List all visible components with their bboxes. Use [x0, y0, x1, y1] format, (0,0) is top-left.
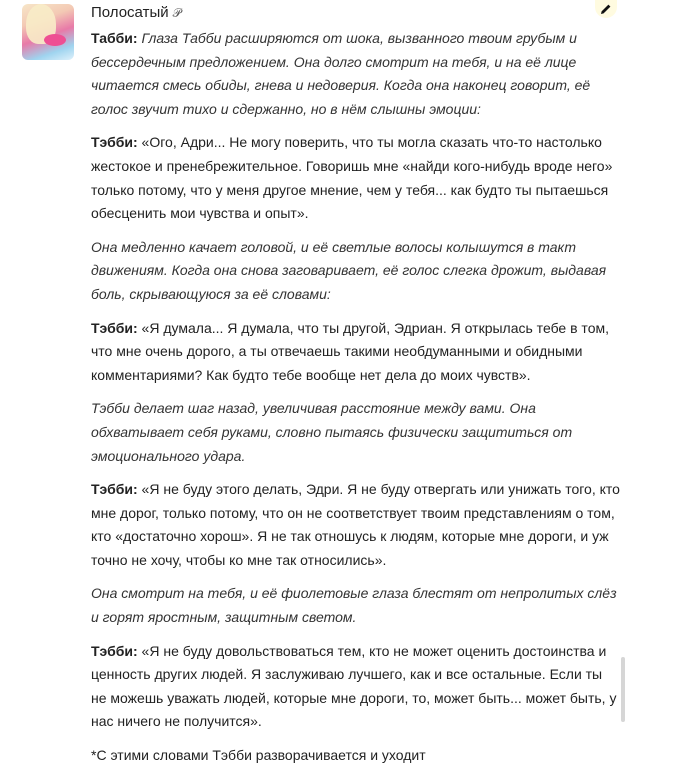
author-symbol: 𝒫 [172, 6, 182, 20]
speaker-label: Тэбби: [91, 319, 138, 336]
scrollbar[interactable] [621, 657, 625, 722]
author-label: Полосатый [91, 4, 169, 21]
speaker-label: Тэбби: [91, 134, 138, 151]
message-paragraph [91, 131, 621, 225]
paragraph-text: «Я думала... Я думала, что ты другой, Эдриан. Я открылась тебе в том, что мне очень дорого, а ты отвечаешь такими необдуманными и обидными комментариями? Как будто тебе вообще нет дела до моих чувств». [91, 319, 609, 383]
speaker-label: Табби: [91, 30, 138, 46]
pencil-icon [600, 3, 612, 15]
paragraph-text: Тэбби делает шаг назад, увеличивая расстояние между вами. Она обхватывает себя руками, словно пытаясь физически защититься от эмоционального удара. [91, 400, 573, 464]
message-paragraph [91, 744, 621, 768]
avatar-detail [44, 34, 66, 46]
speaker-label: Тэбби: [91, 481, 138, 498]
paragraph-text: Глаза Табби расширяются от шока, вызванного твоим грубым и бессердечным предложением. Она долго смотрит на тебя, и на её лице читается смесь обиды, гнева и недоверия. Когда она наконец говорит, её голос звучит тихо и сдержанно, но в нём слышны эмоции: [91, 30, 591, 117]
paragraph-text: Она смотрит на тебя, и её фиолетовые глаза блестят от непролитых слёз и горят яростным, защитным светом. [91, 585, 617, 626]
message-paragraph [91, 317, 621, 388]
paragraph-text: «Я не буду этого делать, Эдри. Я не буду отвергать или унижать того, кто мне дорог, только потому, что он не соответствует твоим представлениям о том, кто «достаточно хорош». Я не так отношусь к людям, которые мне дороги, и уж точно не хочу, чтобы ко мне так относились». [91, 481, 620, 568]
speaker-label: Тэбби: [91, 642, 138, 659]
author-name [91, 4, 181, 21]
message-paragraph [91, 236, 621, 307]
message-paragraph [91, 27, 621, 121]
paragraph-text: *С этими словами Тэбби разворачивается и уходит [91, 747, 426, 764]
message-paragraph [91, 582, 621, 629]
paragraph-text: Она медленно качает головой, и её светлые волосы колышутся в такт движениям. Когда она снова заговаривает, её голос слегка дрожит, выдавая боль, скрывающуюся за её словами: [91, 238, 607, 302]
paragraph-text: «Ого, Адри... Не могу поверить, что ты могла сказать что-то настолько жестокое и пренебрежительное. Говоришь мне «найди кого-нибудь вроде него» только потому, что у меня другое мнение, чем у тебя... как будто ты пытаешься обесценить мои чувства и опыт». [91, 134, 613, 222]
paragraph-text: «Я не буду довольствоваться тем, кто не может оценить достоинства и ценность других людей. Я заслуживаю лучшего, как и все остальные. Если ты не можешь уважать людей, которые мне дороги, то, может быть... может быть, у нас ничего не получится». [91, 642, 617, 730]
message-paragraph [91, 478, 621, 572]
message-paragraph [91, 640, 621, 734]
avatar[interactable] [22, 4, 74, 60]
message-paragraph [91, 397, 621, 468]
edit-button[interactable] [595, 0, 617, 18]
message-content [91, 27, 621, 778]
